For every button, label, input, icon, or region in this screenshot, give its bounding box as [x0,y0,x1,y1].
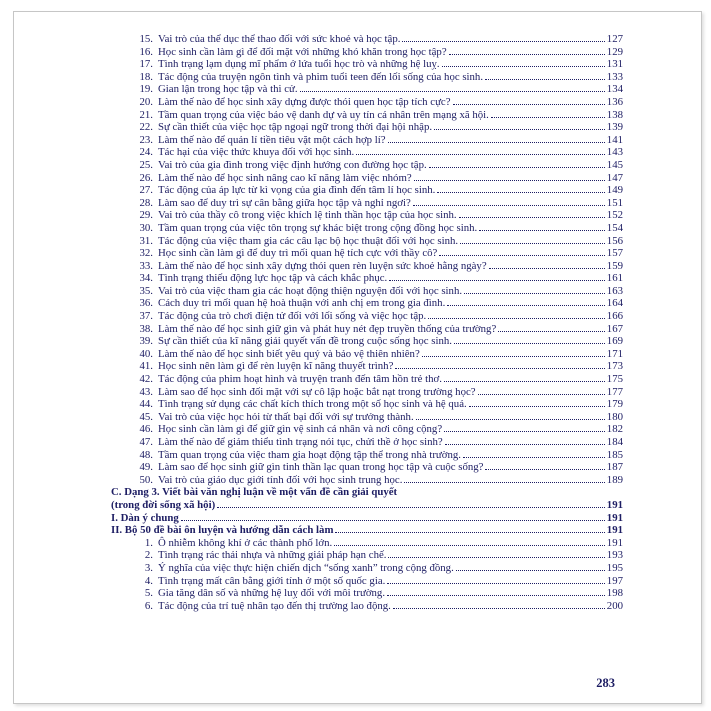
dot-leader [388,556,604,558]
entry-title: Tác động của truyện ngôn tình và phim tuổi teen đến lối sống của học sinh. [158,70,484,83]
entry-title: Gian lận trong học tập và thi cử. [158,83,298,96]
entry-page: 164 [606,297,623,310]
entry-page: 159 [606,259,623,272]
entry-page: 167 [606,322,623,335]
entry-number: 32. [139,247,153,260]
entry-number: 40. [139,347,153,360]
entry-page: 184 [606,436,623,448]
subsection-page: 191 [606,524,623,537]
entry-title: Sự cần thiết của kĩ năng giải quyết vấn đề trong cuộc sống học sinh. [158,335,452,348]
dot-leader [404,481,604,483]
entry-title: Làm thế nào để học sinh xây dựng thói quen rèn luyện sức khoẻ hằng ngày? [158,259,487,272]
dot-leader [334,544,605,546]
entry-number: 28. [139,196,153,209]
entry-title: Tác động của áp lực từ kì vọng của gia đình đến tâm lí học sinh. [158,184,436,197]
entry-number: 21. [139,108,153,121]
toc-entry [111,121,623,134]
dot-leader [356,153,605,155]
dot-leader [429,166,605,168]
dot-leader [181,519,605,521]
toc-entry [111,172,623,185]
entry-number: 29. [139,209,153,222]
toc-subsection [111,524,623,537]
dot-leader [413,204,605,206]
entry-number: 49. [139,461,153,474]
entry-number: 16. [139,45,153,58]
entry-number: 3. [144,561,153,574]
table-of-contents [14,12,701,612]
entry-page: 195 [606,561,623,574]
dot-leader [437,191,604,193]
entry-number: 25. [139,158,153,171]
entry-number: 5. [144,587,153,600]
entry-title: Tầm quan trọng của việc tham gia hoạt động tập thể trong nhà trường. [158,448,461,461]
toc-subsections [111,512,623,537]
entry-page: 161 [606,272,623,285]
entry-page: 189 [606,473,623,486]
entry-page: 147 [606,171,623,184]
entry-number: 33. [139,259,153,272]
entry-page: 139 [606,121,623,134]
entry-page: 156 [606,234,623,247]
dot-leader [478,393,605,395]
entry-title: Làm thế nào để học sinh xây dựng được thói quen học tập tích cực? [158,95,451,108]
toc-entry [111,109,623,122]
dot-leader [469,405,605,407]
toc-entry [111,222,623,235]
entry-title: Làm sao để học sinh đối mặt với sự cô lập hoặc bắt nạt trong trường học? [158,385,476,398]
entry-title: Học sinh cần làm gì để giữ gìn vệ sinh cá nhân và nơi công cộng? [158,423,443,436]
entry-page: 129 [606,45,623,58]
entry-number: 39. [139,335,153,348]
toc-entry [111,549,623,562]
dot-leader [300,90,605,92]
entry-title: Làm thế nào để học sinh giữ gìn và phát huy nét đẹp truyền thống của trường? [158,322,497,335]
entry-title: Cách duy trì mối quan hệ hoà thuận với anh chị em trong gia đình. [158,297,446,310]
entry-page: 179 [606,398,623,411]
toc-entry [111,58,623,71]
toc-entry [111,146,623,159]
entry-page: 198 [606,587,623,600]
dot-leader [422,355,605,357]
toc-entry [111,134,623,147]
dot-leader [434,128,605,130]
entry-title: Vai trò của thể dục thể thao đối với sức khoẻ và học tập. [158,33,401,45]
toc-entry [111,247,623,260]
toc-entry [111,209,623,222]
toc-entry [111,71,623,84]
entry-number: 4. [144,574,153,587]
entry-number: 17. [139,58,153,71]
dot-leader [459,216,605,218]
toc-entry [111,96,623,109]
dot-leader [456,569,605,571]
toc-entry [111,474,623,487]
entry-page: 151 [606,196,623,209]
entry-page: 145 [606,158,623,171]
entry-title: Tình trạng sử dụng các chất kích thích trong một số học sinh và hệ quả. [158,398,467,411]
entry-number: 48. [139,448,153,461]
entry-title: Tác động của phim hoạt hình và truyện tranh đến tâm hồn trẻ thơ. [158,373,442,386]
toc-entry [111,159,623,172]
dot-leader [387,594,605,596]
entry-title: Vai trò của việc học hỏi từ thất bại đối với sự trưởng thành. [158,410,414,423]
toc-entry [111,587,623,600]
entry-number: 41. [139,360,153,373]
toc-entry [111,398,623,411]
entry-number: 35. [139,284,153,297]
entry-page: 136 [606,95,623,108]
entry-page: 152 [606,209,623,222]
entry-number: 47. [139,436,153,448]
toc-entry [111,348,623,361]
entry-page: 173 [606,360,623,373]
dot-leader [479,229,605,231]
entry-number: 44. [139,398,153,411]
entry-title: Vai trò của giáo dục giới tính đối với học sinh trung học. [158,473,403,486]
entry-number: 19. [139,83,153,96]
dot-leader [491,116,605,118]
section-heading-line2 [111,499,623,512]
dot-leader [217,506,605,508]
entry-title: Làm sao để học sinh giữ gìn tinh thần lạc quan trong học tập và cuộc sống? [158,461,484,474]
entry-number: 24. [139,146,153,159]
toc-entry [111,373,623,386]
toc-entry [111,46,623,59]
entry-title: Tác động của trò chơi điện tử đối với lối sống và việc học tập. [158,310,427,323]
dot-leader [449,53,605,55]
entry-page: 182 [606,423,623,436]
section-heading-subtext: (trong đời sống xã hội) [111,498,216,511]
entry-page: 149 [606,184,623,197]
entry-number: 45. [139,410,153,423]
entry-page: 191 [606,536,623,549]
dot-leader [388,141,605,143]
entry-page: 143 [606,146,623,159]
toc-entry [111,562,623,575]
entry-number: 26. [139,171,153,184]
dot-leader [485,78,605,80]
entry-number: 50. [139,473,153,486]
toc-subsection [111,512,623,525]
entry-page: 131 [606,58,623,71]
entry-number: 46. [139,423,153,436]
entry-title: Tình trạng rác thải nhựa và những giải pháp hạn chế. [158,549,387,562]
section-heading-text: C. Dạng 3. Viết bài văn nghị luận về một vấn đề cần giải quyết [111,486,398,499]
entry-page: 177 [606,385,623,398]
dot-leader [335,531,604,533]
entry-number: 20. [139,95,153,108]
entry-number: 2. [144,549,153,562]
toc-entry [111,83,623,96]
dot-leader [402,40,604,42]
toc-entry [111,184,623,197]
dot-leader [489,267,605,269]
entry-title: Tầm quan trọng của việc tôn trọng sự khác biệt trong cộng đồng học sinh. [158,221,478,234]
toc-entry [111,260,623,273]
dot-leader [447,304,605,306]
entry-page: 200 [606,599,623,612]
entry-title: Làm thế nào để học sinh biết yêu quý và bảo vệ thiên nhiên? [158,347,420,360]
entry-title: Tình trạng mất cân bằng giới tính ở một số quốc gia. [158,574,386,587]
toc-entry [111,461,623,474]
entry-title: Tình trạng thiếu động lực học tập và cách khắc phục. [158,272,388,285]
entry-title: Tình trạng lạm dụng mĩ phẩm ở lứa tuổi học trò và những hệ luỵ. [158,58,440,71]
toc-entry [111,449,623,462]
entry-number: 23. [139,133,153,146]
entry-title: Làm sao để duy trì sự cân bằng giữa học tập và nghỉ ngơi? [158,196,411,209]
entry-title: Vai trò của thầy cô trong việc khích lệ tinh thần học tập của học sinh. [158,209,457,222]
entry-title: Làm thế nào để giảm thiểu tình trạng nói tục, chửi thề ở học sinh? [158,436,443,448]
entry-page: 180 [606,410,623,423]
toc-entry [111,600,623,613]
dot-leader [414,179,605,181]
entry-page: 127 [606,33,623,45]
toc-entry [111,33,623,46]
dot-leader [389,279,605,281]
toc-entry [111,423,623,436]
toc-entry [111,360,623,373]
entry-title: Sự cần thiết của việc học tập ngoại ngữ trong thời đại hội nhập. [158,121,433,134]
dot-leader [444,430,605,432]
entry-page: 141 [606,133,623,146]
entry-title: Học sinh cần làm gì để duy trì mối quan hệ tích cực với thầy cô? [158,247,438,260]
entry-page: 175 [606,373,623,386]
dot-leader [454,342,605,344]
entry-title: Học sinh cần làm gì để đối mặt với những khó khăn trong học tập? [158,45,447,58]
entry-number: 43. [139,385,153,398]
entry-page: 154 [606,221,623,234]
subsection-label: II. Bộ 50 đề bài ôn luyện và hướng dẫn cách làm [111,524,334,537]
dot-leader [485,468,604,470]
toc-entry [111,575,623,588]
entry-title: Ý nghĩa của việc thực hiện chiến dịch “sống xanh” trong cộng đồng. [158,561,454,574]
toc-entry [111,297,623,310]
toc-entry [111,272,623,285]
dot-leader [395,367,604,369]
entry-page: 163 [606,284,623,297]
dot-leader [416,418,605,420]
entry-page: 169 [606,335,623,348]
entry-page: 133 [606,70,623,83]
dot-leader [498,330,605,332]
toc-entry [111,310,623,323]
entry-page: 138 [606,108,623,121]
toc-list-lower [111,537,623,613]
dot-leader [463,456,605,458]
entry-number: 22. [139,121,153,134]
dot-leader [428,317,605,319]
entry-title: Làm thế nào để học sinh nâng cao kĩ năng làm việc nhóm? [158,171,412,184]
entry-page: 166 [606,310,623,323]
dot-leader [464,292,605,294]
entry-number: 18. [139,70,153,83]
entry-number: 37. [139,310,153,323]
toc-entry [111,197,623,210]
entry-page: 157 [606,247,623,260]
entry-title: Tác động của việc tham gia các câu lạc bộ học thuật đối với học sinh. [158,234,459,247]
entry-title: Ô nhiễm không khí ở các thành phố lớn. [158,536,333,549]
section-page: 191 [606,498,623,511]
toc-entry [111,386,623,399]
entry-number: 36. [139,297,153,310]
entry-title: Tác động của trí tuệ nhân tạo đến thị trường lao động. [158,599,391,612]
entry-title: Làm thế nào để quản lí tiền tiêu vặt một cách hợp lí? [158,133,386,146]
entry-page: 134 [606,83,623,96]
dot-leader [453,103,605,105]
entry-number: 1. [144,536,153,549]
subsection-label: I. Dàn ý chung [111,511,179,524]
dot-leader [442,65,605,67]
entry-number: 27. [139,184,153,197]
subsection-page: 191 [606,511,623,524]
dot-leader [387,582,604,584]
entry-title: Học sinh nên làm gì để rèn luyện kĩ năng thuyết trình? [158,360,394,373]
toc-entry [111,411,623,424]
toc-list-upper [111,33,623,486]
toc-entry [111,285,623,298]
toc-entry [111,537,623,550]
entry-number: 31. [139,234,153,247]
entry-page: 197 [606,574,623,587]
entry-number: 38. [139,322,153,335]
dot-leader [460,242,605,244]
dot-leader [393,607,605,609]
page-number: 283 [596,676,615,690]
dot-leader [444,380,605,382]
entry-number: 30. [139,221,153,234]
dot-leader [445,443,605,445]
entry-number: 42. [139,373,153,386]
entry-number: 6. [144,599,153,612]
entry-title: Vai trò của việc tham gia các hoạt động thiện nguyện đối với học sinh. [158,284,463,297]
entry-title: Gia tăng dân số và những hệ luỵ đối với môi trường. [158,587,386,600]
entry-page: 193 [606,549,623,562]
entry-title: Tầm quan trọng của việc bảo vệ danh dự và uy tín cá nhân trên mạng xã hội. [158,108,489,121]
entry-title: Tác hại của việc thức khuya đối với học sinh. [158,146,355,159]
entry-page: 171 [606,347,623,360]
entry-number: 34. [139,272,153,285]
toc-entry [111,436,623,449]
entry-page: 185 [606,448,623,461]
toc-entry [111,335,623,348]
dot-leader [439,254,604,256]
entry-page: 187 [606,461,623,474]
toc-entry [111,323,623,336]
entry-number: 15. [139,33,153,45]
entry-title: Vai trò của gia đình trong việc định hướng con đường học tập. [158,158,427,171]
toc-entry [111,235,623,248]
book-page [13,11,702,704]
section-heading-line1 [111,486,623,499]
